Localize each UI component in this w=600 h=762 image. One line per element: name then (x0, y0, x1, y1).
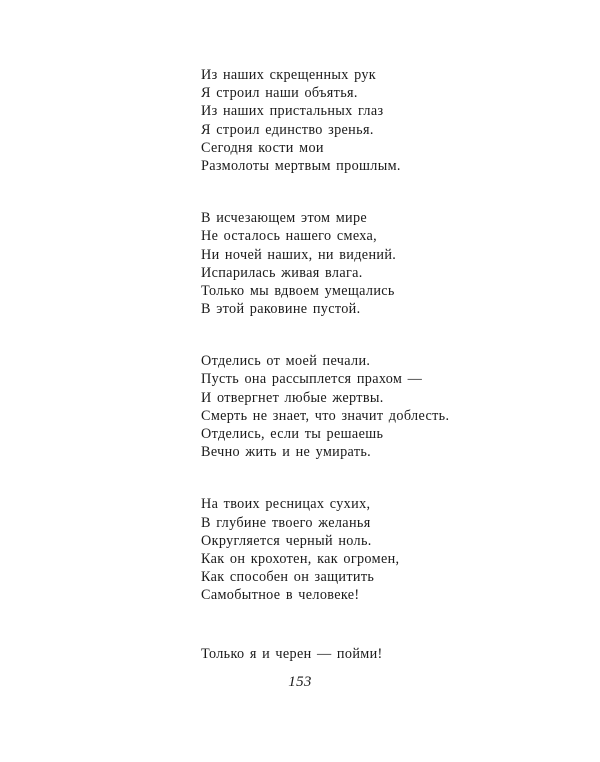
poem-line: И отвергнет любые жертвы. (201, 389, 384, 406)
poem-line: Отделись от моей печали. (201, 353, 371, 370)
poem-line: Смерть не знает, что значит доблесть. (201, 407, 450, 424)
stanza-3 (201, 352, 531, 461)
poem-line: Из наших пристальных глаз (201, 103, 384, 120)
poem-line: Округляется черный ноль. (201, 532, 372, 549)
poem-line: Я строил единство зренья. (201, 121, 374, 138)
poem-line: Не осталось нашего смеха, (201, 228, 378, 245)
poem-line: Сегодня кости мои (201, 139, 324, 156)
poem-line: Только мы вдвоем умещались (201, 282, 395, 299)
poem-line: В исчезающем этом мире (201, 210, 368, 227)
stanza-2 (201, 209, 531, 318)
poem-line: Размолоты мертвым прошлым. (201, 157, 401, 174)
poem-line: Ни ночей наших, ни видений. (201, 246, 397, 263)
poem-line: Я строил наши объятья. (201, 85, 358, 102)
page-number: 153 (288, 674, 312, 690)
poem-line: На твоих ресницах сухих, (201, 496, 371, 513)
poem-line: В этой раковине пустой. (201, 301, 361, 318)
poem-text (201, 66, 531, 663)
stanza-1 (201, 66, 531, 175)
poem-line: В глубине твоего желанья (201, 514, 371, 531)
poem-line: Самобытное в человеке! (201, 587, 360, 604)
stanza-4 (201, 495, 531, 604)
poem-line: Вечно жить и не умирать. (201, 444, 372, 461)
poem-line: Из наших скрещенных рук (201, 67, 377, 83)
poem-line: Отделись, если ты решаешь (201, 426, 384, 442)
poem-line: Как способен он защитить (201, 569, 375, 586)
poem-line: Как он крохотен, как огромен, (201, 550, 400, 567)
poem-line: Испарилась живая влага. (201, 264, 363, 281)
poem-line: Пусть она рассыплется прахом — (201, 371, 423, 388)
stanza-5 (201, 645, 531, 663)
poem-line: Только я и черен — пойми! (201, 645, 383, 662)
